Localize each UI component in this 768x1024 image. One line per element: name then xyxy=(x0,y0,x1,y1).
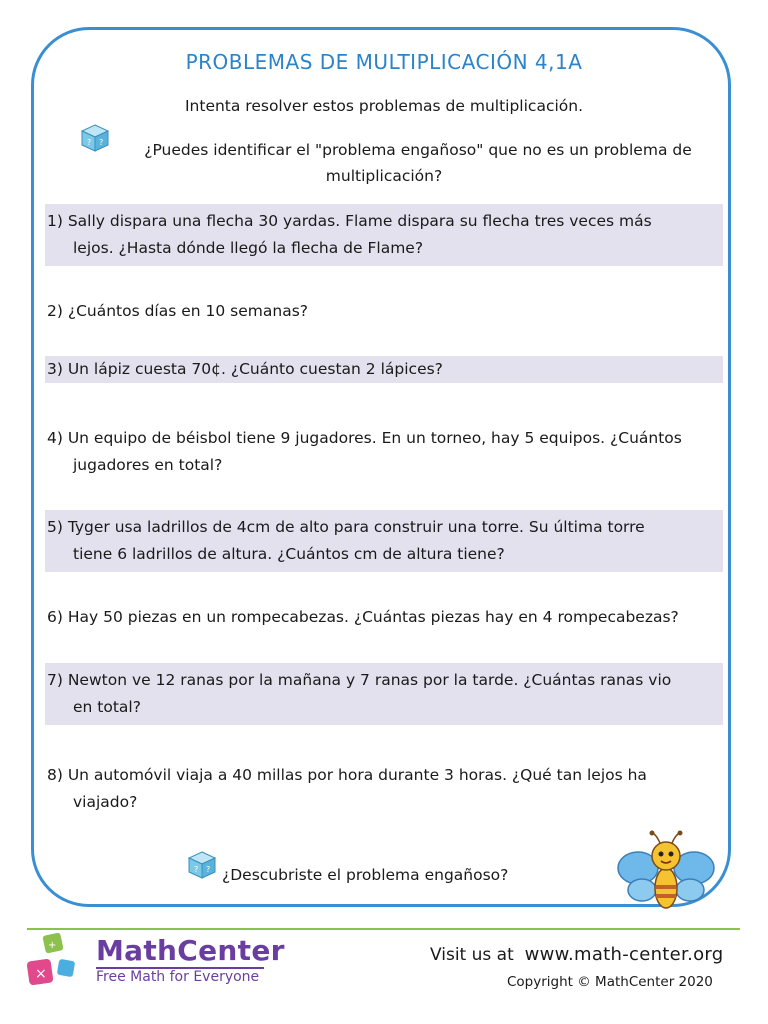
svg-text:?: ? xyxy=(194,865,199,874)
problem-3-line-1: 3) Un lápiz cuesta 70¢. ¿Cuánto cuestan 2 lápices? xyxy=(47,360,443,378)
problem-2-line-1: 2) ¿Cuántos días en 10 semanas? xyxy=(47,302,309,320)
intro-line-2b: multiplicación? xyxy=(325,167,443,185)
visit-label: Visit us at xyxy=(430,945,514,965)
svg-text:×: × xyxy=(35,966,47,982)
problem-4-line-2: jugadores en total? xyxy=(73,456,223,474)
problem-8-line-2: viajado? xyxy=(73,793,138,811)
problem-5-line-2: tiene 6 ladrillos de altura. ¿Cuántos cm de altura tiene? xyxy=(73,545,505,563)
page-title: PROBLEMAS DE MULTIPLICACIÓN 4,1A xyxy=(185,50,583,74)
svg-text:?: ? xyxy=(206,865,211,874)
svg-text:+: + xyxy=(48,940,57,951)
problem-4 xyxy=(45,421,723,483)
problem-3 xyxy=(45,356,723,383)
problem-8 xyxy=(45,758,723,820)
problem-4-line-1: 4) Un equipo de béisbol tiene 9 jugadores. En un torneo, hay 5 equipos. ¿Cuántos xyxy=(47,429,682,447)
problem-6-line-1: 6) Hay 50 piezas en un rompecabezas. ¿Cuántas piezas hay en 4 rompecabezas? xyxy=(47,608,679,626)
intro-line-2a: ¿Puedes identificar el "problema engañoso" que no es un problema de xyxy=(144,141,692,159)
problem-8-line-1: 8) Un automóvil viaja a 40 millas por hora durante 3 horas. ¿Qué tan lejos ha xyxy=(47,766,647,784)
intro-line-1: Intenta resolver estos problemas de multiplicación. xyxy=(184,97,584,115)
problem-2 xyxy=(45,294,723,329)
mathcenter-logo xyxy=(24,932,90,992)
problem-1-line-2: lejos. ¿Hasta dónde llegó la flecha de Flame? xyxy=(73,239,424,257)
svg-text:?: ? xyxy=(87,138,92,147)
problem-1 xyxy=(45,204,723,266)
problem-7 xyxy=(45,663,723,725)
problem-6 xyxy=(45,600,723,635)
brand-name: MathCenter xyxy=(96,934,285,967)
tricky-question: ¿Descubriste el problema engañoso? xyxy=(222,866,509,884)
footer-divider xyxy=(27,928,740,930)
problem-1-line-1: 1) Sally dispara una flecha 30 yardas. Flame dispara su flecha tres veces más xyxy=(47,212,652,230)
problem-7-line-2: en total? xyxy=(73,698,141,716)
visit-line xyxy=(430,944,724,965)
bee-illustration xyxy=(616,830,716,915)
website-link[interactable]: www.math-center.org xyxy=(524,944,724,965)
dice-icon xyxy=(187,850,217,880)
problem-5 xyxy=(45,510,723,572)
problem-5-line-1: 5) Tyger usa ladrillos de 4cm de alto para construir una torre. Su última torre xyxy=(47,518,645,536)
copyright: Copyright © MathCenter 2020 xyxy=(507,974,713,990)
problem-7-line-1: 7) Newton ve 12 ranas por la mañana y 7 ranas por la tarde. ¿Cuántas ranas vio xyxy=(47,671,672,689)
svg-text:?: ? xyxy=(99,138,104,147)
brand-tagline: Free Math for Everyone xyxy=(96,969,260,985)
